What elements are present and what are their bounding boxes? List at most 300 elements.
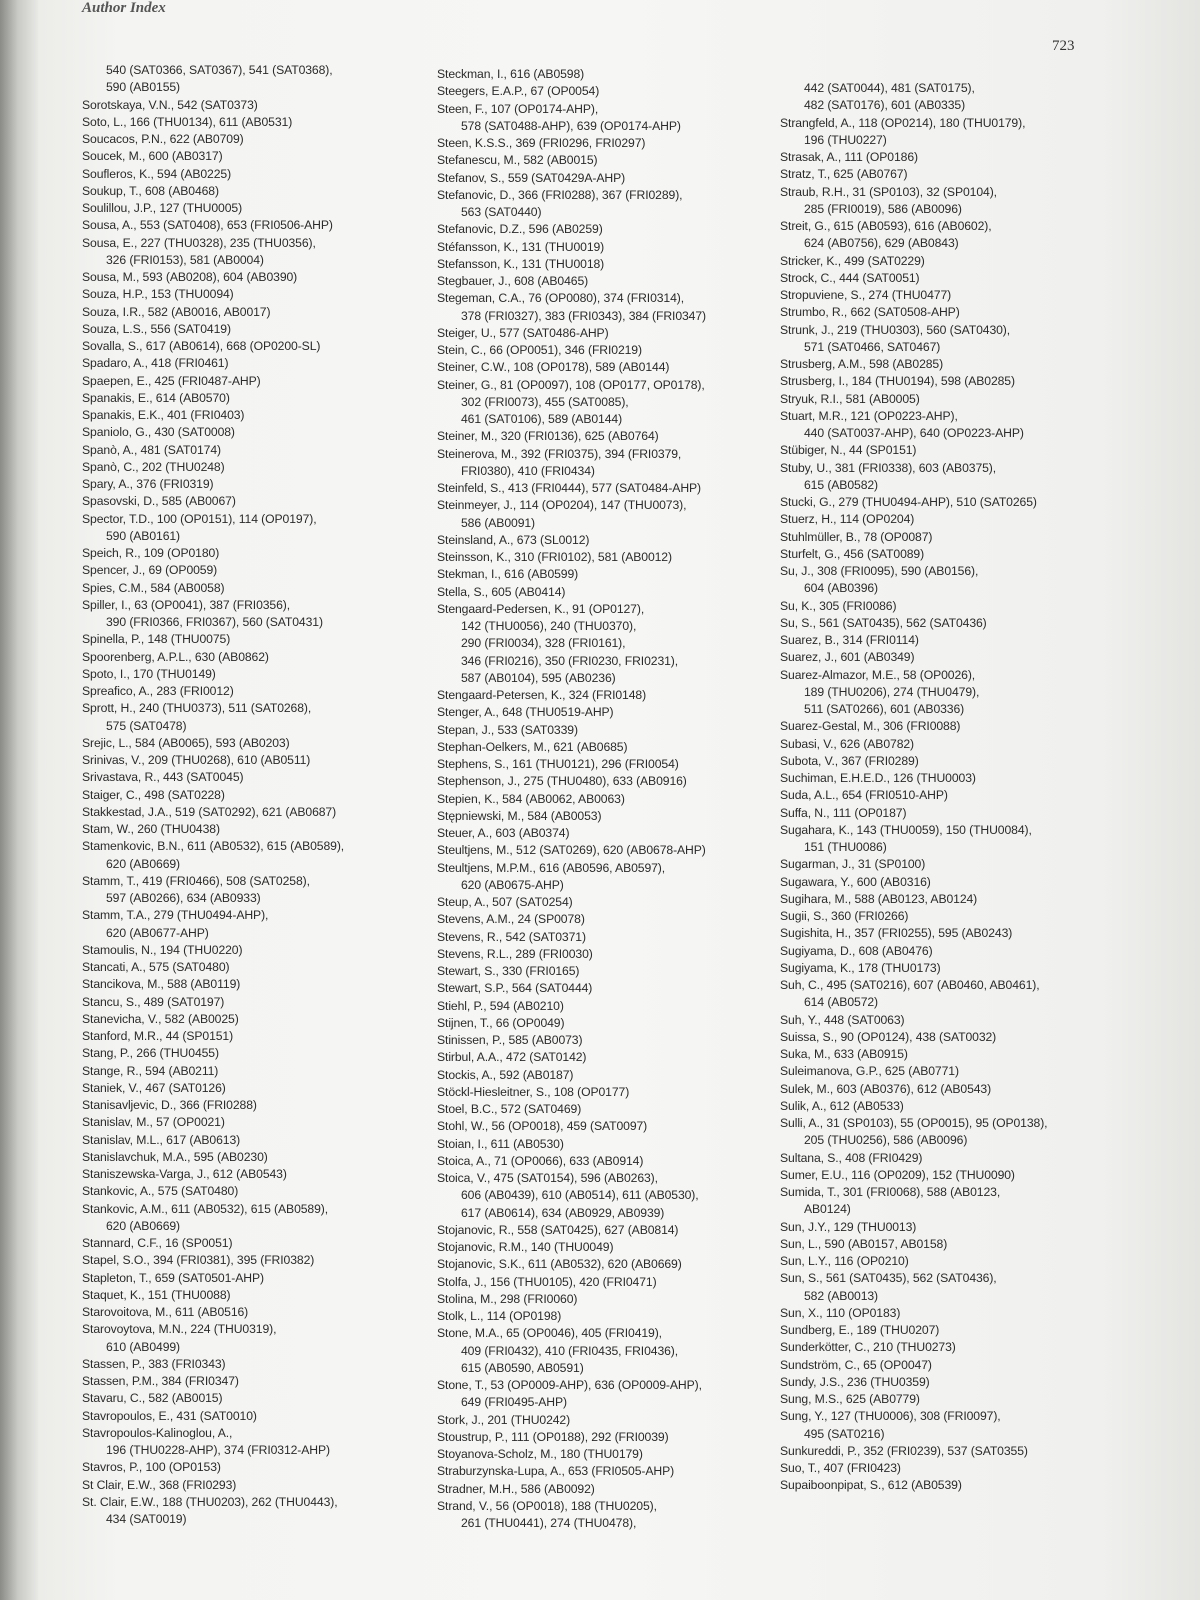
index-entry-line: Staniszewska-Varga, J., 612 (AB0543) bbox=[82, 1167, 287, 1181]
index-entry bbox=[82, 735, 432, 752]
index-entry bbox=[437, 1412, 782, 1429]
index-entry-line: St Clair, E.W., 368 (FRI0293) bbox=[82, 1477, 237, 1492]
index-entry-line: Stojanovic, R.M., 140 (THU0049) bbox=[437, 1240, 614, 1254]
index-entry-continuation: 142 (THU0056), 240 (THU0370), bbox=[461, 619, 637, 633]
index-entry bbox=[780, 1253, 1125, 1270]
index-entry-line: Sturfelt, G., 456 (SAT0089) bbox=[780, 546, 925, 561]
index-entry-line: Sugawara, Y., 600 (AB0316) bbox=[780, 874, 931, 889]
index-entry-continuation: 346 (FRI0216), 350 (FRI0230, FRI0231), bbox=[461, 653, 679, 668]
index-entry bbox=[780, 1150, 1125, 1167]
index-entry-line: Suh, Y., 448 (SAT0063) bbox=[780, 1012, 905, 1027]
index-entry bbox=[82, 631, 432, 648]
index-entry bbox=[437, 101, 782, 136]
index-entry-line: Sun, J.Y., 129 (THU0013) bbox=[780, 1219, 917, 1234]
index-entry-line: Steckman, I., 616 (AB0598) bbox=[437, 67, 585, 81]
index-entry bbox=[82, 459, 432, 476]
index-entry-line: Stengaard-Pedersen, K., 91 (OP0127), bbox=[437, 601, 645, 616]
index-entry-continuation: 615 (AB0582) bbox=[804, 477, 879, 492]
index-entry-continuation: 571 (SAT0466, SAT0467) bbox=[804, 339, 941, 354]
running-header: Author Index bbox=[82, 0, 166, 16]
index-entry-line: Suarez, J., 601 (AB0349) bbox=[780, 650, 915, 665]
index-entry bbox=[780, 115, 1125, 150]
index-entry-line: Stijnen, T., 66 (OP0049) bbox=[437, 1015, 565, 1030]
index-entry bbox=[82, 442, 432, 459]
index-entry-line: Stewart, S., 330 (FRI0165) bbox=[437, 964, 580, 978]
index-entry-line: Strock, C., 444 (SAT0051) bbox=[780, 270, 920, 285]
index-entry bbox=[437, 273, 782, 290]
index-entry-continuation: 615 (AB0590, AB0591) bbox=[461, 1360, 584, 1375]
index-entry-line: Spoto, I., 170 (THU0149) bbox=[82, 666, 216, 681]
index-entry bbox=[82, 1287, 432, 1304]
index-entry-line: Stanisavljevic, D., 366 (FRI0288) bbox=[82, 1098, 257, 1112]
index-entry bbox=[82, 666, 432, 683]
index-entry bbox=[437, 152, 782, 169]
index-entry-line: Stanislav, M.L., 617 (AB0613) bbox=[82, 1132, 241, 1147]
index-entry bbox=[82, 511, 432, 546]
index-entry bbox=[780, 80, 1125, 115]
index-entry bbox=[780, 753, 1125, 770]
index-entry-line: Soulillou, J.P., 127 (THU0005) bbox=[82, 201, 243, 215]
index-entry bbox=[437, 1256, 782, 1273]
index-entry-line: Sousa, M., 593 (AB0208), 604 (AB0390) bbox=[82, 270, 298, 284]
index-entry-line: Strumbo, R., 662 (SAT0508-AHP) bbox=[780, 305, 960, 320]
index-entry bbox=[437, 221, 782, 238]
index-entry-line: Souza, H.P., 153 (THU0094) bbox=[82, 287, 234, 302]
index-entry bbox=[780, 1081, 1125, 1098]
index-entry bbox=[82, 304, 432, 321]
index-entry bbox=[437, 446, 782, 481]
index-entry bbox=[780, 149, 1125, 166]
index-entry-line: Stamm, T.A., 279 (THU0494-AHP), bbox=[82, 908, 269, 923]
index-entry bbox=[780, 304, 1125, 321]
index-entry bbox=[82, 390, 432, 407]
index-entry bbox=[780, 322, 1125, 357]
index-entry bbox=[82, 476, 432, 493]
index-entry-line: Soucacos, P.N., 622 (AB0709) bbox=[82, 132, 244, 146]
index-entry bbox=[780, 856, 1125, 873]
index-entry-line: Subota, V., 367 (FRI0289) bbox=[780, 753, 919, 768]
index-entry bbox=[82, 286, 432, 303]
index-entry-line: Stanford, M.R., 44 (SP0151) bbox=[82, 1029, 234, 1043]
index-entry bbox=[82, 873, 432, 908]
index-entry-line: Straburzynska-Lupa, A., 653 (FRI0505-AHP) bbox=[437, 1464, 675, 1479]
index-entry bbox=[780, 529, 1125, 546]
index-entry bbox=[780, 356, 1125, 373]
index-entry-line: Starovoytova, M.N., 224 (THU0319), bbox=[82, 1322, 277, 1337]
index-entry bbox=[780, 166, 1125, 183]
index-entry-continuation: 620 (AB0669) bbox=[106, 856, 181, 871]
index-entry-line: Suh, C., 495 (SAT0216), 607 (AB0460, AB0461), bbox=[780, 978, 1040, 992]
index-entry-continuation: FRI0380), 410 (FRI0434) bbox=[461, 463, 595, 478]
index-entry bbox=[437, 1308, 782, 1325]
index-entry bbox=[82, 1114, 432, 1131]
index-entry bbox=[82, 769, 432, 786]
index-entry-line: Spencer, J., 69 (OP0059) bbox=[82, 563, 218, 578]
index-entry-continuation: 440 (SAT0037-AHP), 640 (OP0223-AHP) bbox=[804, 426, 1024, 440]
index-entry bbox=[780, 736, 1125, 753]
index-entry-line: Stuerz, H., 114 (OP0204) bbox=[780, 512, 915, 527]
index-entry-line: Sousa, A., 553 (SAT0408), 653 (FRI0506-AHP) bbox=[82, 218, 333, 233]
index-entry-line: Stavropoulos, E., 431 (SAT0010) bbox=[82, 1408, 257, 1423]
index-entry bbox=[82, 1028, 432, 1045]
index-entry-line: Stassen, P.M., 384 (FRI0347) bbox=[82, 1374, 239, 1388]
index-entry bbox=[437, 808, 782, 825]
index-entry bbox=[82, 1408, 432, 1425]
index-entry-line: Straub, R.H., 31 (SP0103), 32 (SP0104), bbox=[780, 184, 997, 199]
index-entry bbox=[437, 566, 782, 583]
index-entry bbox=[82, 1011, 432, 1028]
index-entry bbox=[82, 545, 432, 562]
index-entry-line: St. Clair, E.W., 188 (THU0203), 262 (THU0443), bbox=[82, 1494, 338, 1509]
index-entry bbox=[437, 532, 782, 549]
index-entry-line: Stekman, I., 616 (AB0599) bbox=[437, 567, 579, 582]
index-entry bbox=[780, 1115, 1125, 1150]
index-entry-line: Stephan-Oelkers, M., 621 (AB0685) bbox=[437, 739, 628, 754]
index-entry bbox=[437, 1481, 782, 1498]
index-entry-line: Stankovic, A., 575 (SAT0480) bbox=[82, 1184, 239, 1199]
index-entry-line: Stakkestad, J.A., 519 (SAT0292), 621 (AB0687) bbox=[82, 804, 337, 819]
index-entry bbox=[780, 408, 1125, 443]
index-entry-line: Su, S., 561 (SAT0435), 562 (SAT0436) bbox=[780, 615, 987, 630]
index-entry-line: Stojanovic, S.K., 611 (AB0532), 620 (AB0669) bbox=[437, 1257, 682, 1272]
index-entry-line: Sulli, A., 31 (SP0103), 55 (OP0015), 95 (OP0138), bbox=[780, 1116, 1048, 1130]
index-entry bbox=[437, 1118, 782, 1135]
index-entry-continuation: 390 (FRI0366, FRI0367), 560 (SAT0431) bbox=[106, 615, 323, 629]
index-entry bbox=[780, 442, 1125, 459]
index-entry-line: Sunderkötter, C., 210 (THU0273) bbox=[780, 1340, 956, 1355]
index-entry bbox=[82, 355, 432, 372]
index-entry-line: Streit, G., 615 (AB0593), 616 (AB0602), bbox=[780, 219, 992, 233]
index-entry bbox=[780, 1374, 1125, 1391]
index-entry-continuation: 434 (SAT0019) bbox=[106, 1512, 187, 1526]
index-entry bbox=[780, 615, 1125, 632]
index-entry bbox=[780, 373, 1125, 390]
index-entry-line: Starovoitova, M., 611 (AB0516) bbox=[82, 1305, 249, 1319]
index-entry bbox=[82, 407, 432, 424]
index-entry bbox=[780, 718, 1125, 735]
index-entry-line: Suleimanova, G.P., 625 (AB0771) bbox=[780, 1064, 959, 1079]
index-column-1 bbox=[82, 62, 432, 1528]
index-entry-line: Spanakis, E., 614 (AB0570) bbox=[82, 390, 230, 405]
index-entry-line: Stevens, R., 542 (SAT0371) bbox=[437, 929, 586, 944]
index-entry-line: Suarez, B., 314 (FRI0114) bbox=[780, 633, 919, 647]
index-entry bbox=[780, 632, 1125, 649]
index-entry bbox=[780, 770, 1125, 787]
index-entry-continuation: 189 (THU0206), 274 (THU0479), bbox=[804, 684, 980, 699]
index-entry bbox=[437, 946, 782, 963]
index-entry bbox=[437, 497, 782, 532]
index-entry bbox=[780, 1184, 1125, 1219]
index-entry bbox=[780, 1098, 1125, 1115]
index-entry bbox=[82, 1356, 432, 1373]
index-entry bbox=[82, 1494, 432, 1529]
index-entry bbox=[437, 1291, 782, 1308]
index-entry bbox=[82, 649, 432, 666]
index-entry-line: Spanò, C., 202 (THU0248) bbox=[82, 459, 225, 474]
index-entry-line: Steiner, M., 320 (FRI0136), 625 (AB0764) bbox=[437, 429, 659, 444]
index-column-3 bbox=[780, 80, 1125, 1495]
index-entry bbox=[780, 960, 1125, 977]
index-entry bbox=[82, 338, 432, 355]
index-entry-line: Stéfansson, K., 131 (THU0019) bbox=[437, 239, 605, 254]
index-entry bbox=[780, 391, 1125, 408]
index-entry bbox=[82, 1321, 432, 1356]
index-entry-line: Staiger, C., 498 (SAT0228) bbox=[82, 787, 225, 802]
index-entry bbox=[82, 200, 432, 217]
index-entry-line: Stavropoulos-Kalinoglou, A., bbox=[82, 1425, 233, 1440]
index-entry bbox=[82, 683, 432, 700]
index-entry bbox=[780, 1236, 1125, 1253]
index-entry-line: Stoel, B.C., 572 (SAT0469) bbox=[437, 1102, 582, 1116]
index-entry bbox=[82, 1201, 432, 1236]
index-entry bbox=[437, 963, 782, 980]
index-entry bbox=[780, 253, 1125, 270]
index-entry bbox=[82, 1425, 432, 1460]
index-entry bbox=[82, 114, 432, 131]
index-entry-line: Sung, Y., 127 (THU0006), 308 (FRI0097), bbox=[780, 1409, 1001, 1424]
index-entry-line: Steinsson, K., 310 (FRI0102), 581 (AB0012) bbox=[437, 550, 672, 564]
index-entry-line: Stefanovic, D.Z., 596 (AB0259) bbox=[437, 222, 603, 237]
index-entry bbox=[780, 1270, 1125, 1305]
index-entry-line: Steinerova, M., 392 (FRI0375), 394 (FRI0379, bbox=[437, 446, 682, 461]
index-entry bbox=[780, 546, 1125, 563]
index-entry-line: Stapleton, T., 659 (SAT0501-AHP) bbox=[82, 1270, 264, 1285]
index-entry-line: Stamenkovic, B.N., 611 (AB0532), 615 (AB0589), bbox=[82, 839, 345, 854]
index-entry-continuation: 620 (AB0669) bbox=[106, 1218, 181, 1233]
index-entry bbox=[780, 1305, 1125, 1322]
index-entry-line: Steuer, A., 603 (AB0374) bbox=[437, 826, 570, 840]
index-entry-line: Subasi, V., 626 (AB0782) bbox=[780, 736, 915, 751]
index-entry-line: Suissa, S., 90 (OP0124), 438 (SAT0032) bbox=[780, 1029, 997, 1044]
index-entry bbox=[82, 1183, 432, 1200]
index-entry-line: Su, K., 305 (FRI0086) bbox=[780, 598, 897, 613]
index-entry-line: Sugihara, M., 588 (AB0123, AB0124) bbox=[780, 891, 978, 906]
index-entry-line: Spaepen, E., 425 (FRI0487-AHP) bbox=[82, 373, 261, 388]
index-entry-line: Stanislavchuk, M.A., 595 (AB0230) bbox=[82, 1149, 268, 1164]
index-entry-line: Staquet, K., 151 (THU0088) bbox=[82, 1287, 231, 1302]
index-entry bbox=[780, 287, 1125, 304]
index-entry bbox=[437, 1170, 782, 1222]
index-entry bbox=[437, 722, 782, 739]
index-entry-line: Stefanovic, D., 366 (FRI0288), 367 (FRI0289), bbox=[437, 187, 683, 202]
index-entry bbox=[82, 787, 432, 804]
index-entry-line: Souza, L.S., 556 (SAT0419) bbox=[82, 321, 231, 336]
index-entry-line: Spiller, I., 63 (OP0041), 387 (FRI0356), bbox=[82, 597, 291, 612]
index-entry-line: Stannard, C.F., 16 (SP0051) bbox=[82, 1236, 233, 1250]
index-entry bbox=[82, 321, 432, 338]
index-entry-line: Stuart, M.R., 121 (OP0223-AHP), bbox=[780, 408, 958, 423]
index-entry bbox=[82, 700, 432, 735]
index-entry-line: Stevens, A.M., 24 (SP0078) bbox=[437, 912, 585, 927]
index-entry-line: Stoustrup, P., 111 (OP0188), 292 (FRI0039) bbox=[437, 1429, 669, 1444]
index-entry bbox=[82, 1063, 432, 1080]
index-entry-line: Stoica, V., 475 (SAT0154), 596 (AB0263), bbox=[437, 1171, 658, 1185]
index-entry bbox=[780, 598, 1125, 615]
index-entry-continuation: 624 (AB0756), 629 (AB0843) bbox=[804, 236, 959, 251]
index-entry-line: Stegbauer, J., 608 (AB0465) bbox=[437, 274, 589, 288]
index-entry bbox=[780, 460, 1125, 495]
index-entry-line: Staniek, V., 467 (SAT0126) bbox=[82, 1080, 226, 1095]
index-entry-line: Stinissen, P., 585 (AB0073) bbox=[437, 1033, 583, 1047]
index-entry bbox=[437, 187, 782, 222]
index-entry bbox=[82, 1477, 432, 1494]
index-entry-line: Stropuviene, S., 274 (THU0477) bbox=[780, 288, 952, 302]
index-entry-line: Stuby, U., 381 (FRI0338), 603 (AB0375), bbox=[780, 460, 997, 475]
index-entry bbox=[82, 424, 432, 441]
index-entry bbox=[780, 977, 1125, 1012]
index-entry bbox=[437, 825, 782, 842]
index-entry-line: Stephens, S., 161 (THU0121), 296 (FRI0054) bbox=[437, 757, 679, 771]
index-entry bbox=[437, 1222, 782, 1239]
index-entry bbox=[437, 83, 782, 100]
index-entry-line: Speich, R., 109 (OP0180) bbox=[82, 546, 220, 560]
index-entry-continuation: 620 (AB0677-AHP) bbox=[106, 925, 209, 940]
index-entry-line: Spanakis, E.K., 401 (FRI0403) bbox=[82, 408, 245, 422]
index-entry-line: Strusberg, A.M., 598 (AB0285) bbox=[780, 357, 944, 371]
index-entry-line: Stein, C., 66 (OP0051), 346 (FRI0219) bbox=[437, 343, 642, 357]
index-entry-line: Sugii, S., 360 (FRI0266) bbox=[780, 909, 909, 923]
index-entry bbox=[780, 1408, 1125, 1443]
index-entry-line: Strangfeld, A., 118 (OP0214), 180 (THU0179), bbox=[780, 115, 1026, 130]
index-entry bbox=[780, 1477, 1125, 1494]
index-entry bbox=[780, 943, 1125, 960]
index-entry-continuation: 575 (SAT0478) bbox=[106, 718, 187, 733]
index-entry-line: Suarez-Gestal, M., 306 (FRI0088) bbox=[780, 719, 961, 734]
index-entry-line: Stengaard-Petersen, K., 324 (FRI0148) bbox=[437, 688, 647, 702]
index-entry-line: Steiner, C.W., 108 (OP0178), 589 (AB0144) bbox=[437, 360, 670, 375]
index-entry-line: Stohl, W., 56 (OP0018), 459 (SAT0097) bbox=[437, 1119, 648, 1134]
index-entry-line: Sultana, S., 408 (FRI0429) bbox=[780, 1150, 923, 1165]
index-entry bbox=[437, 1377, 782, 1412]
index-entry-line: Stone, M.A., 65 (OP0046), 405 (FRI0419), bbox=[437, 1326, 662, 1341]
index-entry-line: Soto, L., 166 (THU0134), 611 (AB0531) bbox=[82, 114, 293, 129]
index-entry bbox=[82, 1252, 432, 1269]
index-entry bbox=[82, 493, 432, 510]
index-entry bbox=[82, 562, 432, 579]
index-entry-line: Supaiboonpipat, S., 612 (AB0539) bbox=[780, 1478, 962, 1493]
index-entry-line: Stöckl-Hiesleitner, S., 108 (OP0177) bbox=[437, 1084, 630, 1099]
index-entry bbox=[82, 597, 432, 632]
index-entry-line: Spanò, A., 481 (SAT0174) bbox=[82, 442, 221, 457]
index-entry-line: Spary, A., 376 (FRI0319) bbox=[82, 477, 214, 491]
index-entry-continuation: 597 (AB0266), 634 (AB0933) bbox=[106, 891, 261, 905]
index-entry bbox=[780, 1322, 1125, 1339]
index-entry-line: Stone, T., 53 (OP0009-AHP), 636 (OP0009-AHP), bbox=[437, 1378, 702, 1392]
index-entry-line: Sumida, T., 301 (FRI0068), 588 (AB0123, bbox=[780, 1185, 1001, 1199]
index-entry-line: Sugahara, K., 143 (THU0059), 150 (THU0084), bbox=[780, 822, 1032, 837]
index-entry bbox=[82, 1373, 432, 1390]
index-entry-line: Stancu, S., 489 (SAT0197) bbox=[82, 994, 225, 1009]
index-entry-line: Suchiman, E.H.E.D., 126 (THU0003) bbox=[780, 771, 976, 785]
index-entry-continuation: 378 (FRI0327), 383 (FRI0343), 384 (FRI0347) bbox=[461, 308, 706, 323]
index-entry bbox=[780, 822, 1125, 857]
index-entry-continuation: 590 (AB0161) bbox=[106, 528, 181, 543]
index-entry-line: Suka, M., 633 (AB0915) bbox=[780, 1047, 908, 1061]
index-entry bbox=[437, 549, 782, 566]
index-entry-line: Srejic, L., 584 (AB0065), 593 (AB0203) bbox=[82, 735, 290, 750]
index-entry bbox=[82, 976, 432, 993]
index-entry-line: Stassen, P., 383 (FRI0343) bbox=[82, 1356, 226, 1371]
index-entry bbox=[437, 377, 782, 429]
index-entry bbox=[780, 1219, 1125, 1236]
index-entry-line: Stamm, T., 419 (FRI0466), 508 (SAT0258), bbox=[82, 873, 310, 888]
index-entry bbox=[780, 667, 1125, 719]
index-entry bbox=[437, 325, 782, 342]
index-entry bbox=[437, 1015, 782, 1032]
index-entry bbox=[82, 1149, 432, 1166]
index-entry-line: Stewart, S.P., 564 (SAT0444) bbox=[437, 981, 593, 996]
index-entry bbox=[82, 1045, 432, 1062]
index-entry bbox=[437, 704, 782, 721]
index-entry bbox=[437, 584, 782, 601]
index-entry-line: Stübiger, N., 44 (SP0151) bbox=[780, 443, 917, 458]
index-entry-line: Stamoulis, N., 194 (THU0220) bbox=[82, 942, 243, 957]
index-entry bbox=[437, 1049, 782, 1066]
index-entry-line: Steegers, E.A.P., 67 (OP0054) bbox=[437, 84, 600, 99]
index-entry-continuation: 614 (AB0572) bbox=[804, 995, 879, 1010]
index-entry bbox=[437, 929, 782, 946]
index-entry-continuation: 617 (AB0614), 634 (AB0929, AB0939) bbox=[461, 1205, 665, 1220]
index-entry-continuation: 205 (THU0256), 586 (AB0096) bbox=[804, 1133, 968, 1148]
index-entry-line: Sung, M.S., 625 (AB0779) bbox=[780, 1392, 920, 1406]
index-entry-line: Sunkureddi, P., 352 (FRI0239), 537 (SAT0355) bbox=[780, 1443, 1028, 1458]
index-entry bbox=[437, 1101, 782, 1118]
index-entry-line: Stolfa, J., 156 (THU0105), 420 (FRI0471) bbox=[437, 1274, 657, 1289]
index-entry-continuation: AB0124) bbox=[804, 1202, 851, 1217]
index-entry bbox=[780, 1167, 1125, 1184]
index-entry-line: Strand, V., 56 (OP0018), 188 (THU0205), bbox=[437, 1498, 657, 1513]
index-entry bbox=[437, 480, 782, 497]
index-entry bbox=[780, 218, 1125, 253]
index-entry-line: Stam, W., 260 (THU0438) bbox=[82, 822, 220, 836]
index-entry-line: Spadaro, A., 418 (FRI0461) bbox=[82, 356, 229, 371]
index-entry bbox=[82, 373, 432, 390]
index-entry-continuation: 409 (FRI0432), 410 (FRI0435, FRI0436), bbox=[461, 1343, 679, 1358]
index-entry-line: Stepan, J., 533 (SAT0339) bbox=[437, 722, 578, 737]
index-entry bbox=[82, 131, 432, 148]
index-entry-line: Souza, I.R., 582 (AB0016, AB0017) bbox=[82, 304, 271, 319]
index-entry-continuation: 620 (AB0675-AHP) bbox=[461, 877, 564, 892]
index-entry-line: Sugishita, H., 357 (FRI0255), 595 (AB0243) bbox=[780, 926, 1013, 941]
index-entry-continuation: 586 (AB0091) bbox=[461, 515, 536, 530]
index-entry bbox=[780, 649, 1125, 666]
index-entry-continuation: 151 (THU0086) bbox=[804, 840, 887, 854]
index-entry-continuation: 610 (AB0499) bbox=[106, 1339, 181, 1354]
index-entry-line: Steinsland, A., 673 (SL0012) bbox=[437, 532, 590, 547]
index-entry-line: Stradner, M.H., 586 (AB0092) bbox=[437, 1481, 595, 1496]
index-entry-line: Stratz, T., 625 (AB0767) bbox=[780, 167, 908, 182]
book-spine-shadow bbox=[0, 0, 38, 1600]
index-entry bbox=[437, 239, 782, 256]
index-entry-line: Steup, A., 507 (SAT0254) bbox=[437, 895, 573, 909]
index-entry-line: Stancati, A., 575 (SAT0480) bbox=[82, 960, 230, 974]
index-entry bbox=[437, 911, 782, 928]
index-entry bbox=[780, 1357, 1125, 1374]
index-entry-line: Stricker, K., 499 (SAT0229) bbox=[780, 253, 925, 268]
index-entry-continuation: 587 (AB0104), 595 (AB0236) bbox=[461, 670, 616, 685]
index-entry-line: Stanevicha, V., 582 (AB0025) bbox=[82, 1011, 239, 1026]
index-column-2 bbox=[437, 66, 782, 1532]
index-entry bbox=[82, 1390, 432, 1407]
index-entry-line: Stoian, I., 611 (AB0530) bbox=[437, 1136, 564, 1151]
index-entry-line: Stryuk, R.I., 581 (AB0005) bbox=[780, 391, 920, 406]
index-entry-line: Steultjens, M.P.M., 616 (AB0596, AB0597), bbox=[437, 860, 666, 875]
index-entry-line: Sousa, E., 227 (THU0328), 235 (THU0356), bbox=[82, 235, 316, 250]
index-entry-line: Strasak, A., 111 (OP0186) bbox=[780, 150, 918, 164]
index-entry bbox=[780, 563, 1125, 598]
index-entry-line: Steiner, G., 81 (OP0097), 108 (OP0177, OP0178), bbox=[437, 377, 705, 392]
index-entry bbox=[437, 1067, 782, 1084]
